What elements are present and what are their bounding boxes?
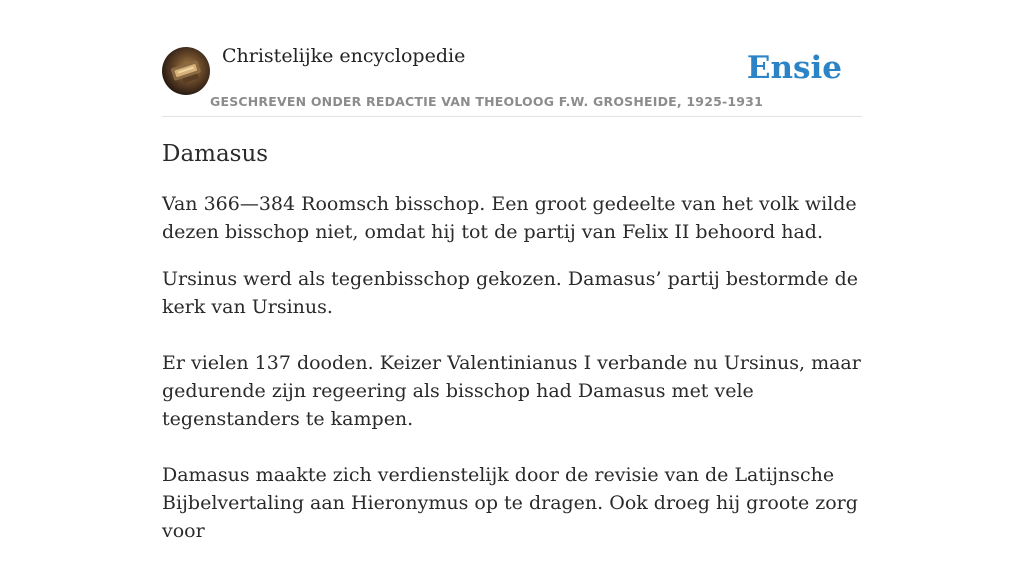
- site-header: [162, 0, 862, 117]
- book-photo-icon: [162, 47, 210, 95]
- article-paragraph: Ursinus werd als tegenbisschop gekozen. Damasus’ partij bestormde de kerk van Ursinus. Er vielen 137 dooden. Keizer Valentinianus I verbande nu Ursinus, maar gedurende zijn regeering als bisschop had Damasus met vele tegenstanders te kampen. Damasus maakte zich verdienstelijk door de revisie van de Latijnsche Bijbelvertaling aan Hieronymus op te dragen. Ook droeg hij groote zorg voor: [162, 268, 861, 542]
- brand-logo[interactable]: Ensie: [746, 50, 842, 86]
- site-title[interactable]: Christelijke encyclopedie: [222, 45, 466, 67]
- article-paragraph: Van 366—384 Roomsch bisschop. Een groot gedeelte van het volk wilde dezen bisschop niet, omdat hij tot de partij van Felix II behoord had.: [162, 193, 857, 243]
- encyclopedia-avatar[interactable]: [162, 47, 210, 95]
- site-subtitle: GESCHREVEN ONDER REDACTIE VAN THEOLOOG F.W. GROSHEIDE, 1925-1931: [210, 94, 763, 109]
- article: [162, 138, 862, 564]
- article-title: Damasus: [162, 141, 269, 167]
